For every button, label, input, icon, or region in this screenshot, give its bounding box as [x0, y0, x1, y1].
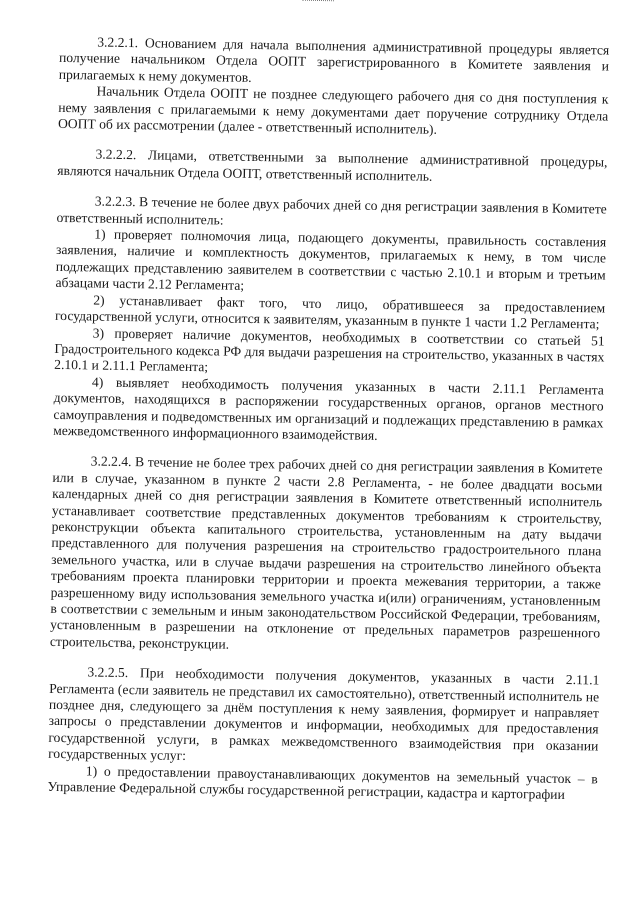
- paragraph-3-2-2-4: 3.2.2.4. В течение не более трех рабочих дней со дня регистрации заявления в Комитете или в случае, указанном в пункте 2 части 2.8 Регламента, - не более двадцати восьми календарных дней со дня регистрации заявления в Комитете ответственный исполнитель устанавливает соответствие представленных документов требованиям к строительству, реконструкции объекта капитального строительства, установленным на дату выдачи представленного для получения разрешения на строительство градостроительного плана земельного участка, или в случае выдачи разрешения на строительство линейного объекта требованиям проекта планировки территории и проекта межевания территории, а также разрешенному виду использования земельного участка и(или) ограничениям, установленным в соответствии с земельным и иным законодательством Российской Федерации, требованиям, установленным в разрешении на отклонение от предельных параметров разрешенного строительства, реконструкции.: [49, 453, 603, 652]
- paragraph-3-2-2-5: 3.2.2.5. При необходимости получения документов, указанных в части 2.11.1 Регламента (если заявитель не представил их самостоятельно), ответственный исполнитель не позднее дня, следующего за днём поступления к нему заявления, формирует и направляет запросы о представлении документов и информации, необходимых для предоставления государственной услуги, в рамках межведомственного взаимодействия при оказании государственных услуг:: [48, 664, 600, 764]
- list-item-request-1: 1) о предоставлении правоустанавливающих документов на земельный участок – в Управление Федеральной службы государственной регистрации, кадастра и картографии: [47, 763, 598, 803]
- paragraph-3-2-2-1: 3.2.2.1. Основанием для начала выполнения административной процедуры является получение начальником Отдела ООПТ зарегистрированного в Комитете заявления и прилагаемых к нему документов.: [58, 34, 610, 85]
- list-item-1: 1) проверяет полномочия лица, подающего документы, правильность составления заявления, наличие и комплектность документов, прилагаемых к нему, в том числе подлежащих представлению заявителем в соответствии с частью 2.10.1 и вторым и третьим абзацами части 2.12 Регламента;: [55, 226, 607, 294]
- paragraph-head-instruction: Начальник Отдела ООПТ не позднее следующего рабочего дня со дня поступления к нему заявления с прилагаемыми к нему документами дает поручение сотруднику Отдела ООПТ об их рассмотрении (далее - ответственный исполнитель).: [57, 83, 609, 137]
- list-item-2: 2) устанавливает факт того, что лицо, обратившееся за предоставлением государственной услуги, относится к заявителям, указанным в пункте 1 части 1.2 Регламента;: [54, 292, 606, 332]
- list-item-3: 3) проверяет наличие документов, необходимых в соответствии со статьей 51 Градостроительного кодекса РФ для выдачи разрешения на строительство, указанных в частях 2.10.1 и 2.11.1 Регламента;: [54, 324, 605, 375]
- paragraph-3-2-2-2: 3.2.2.2. Лицами, ответственными за выполнение административной процедуры, являются начальник Отдела ООПТ, ответственный исполнитель.: [57, 146, 608, 184]
- list-item-4: 4) выявляет необходимость получения указанных в части 2.11.1 Регламента документов, находящихся в распоряжении государственных органов, органов местного самоуправления и подведомственных им организаций и подлежащих представлению в рамках межведомственного информационного взаимодействия.: [53, 374, 605, 443]
- page-top-mark: [302, 0, 334, 4]
- paragraph-3-2-2-3: 3.2.2.3. В течение не более двух рабочих дней со дня регистрации заявления в Комитете ответственный исполнитель:: [56, 193, 607, 228]
